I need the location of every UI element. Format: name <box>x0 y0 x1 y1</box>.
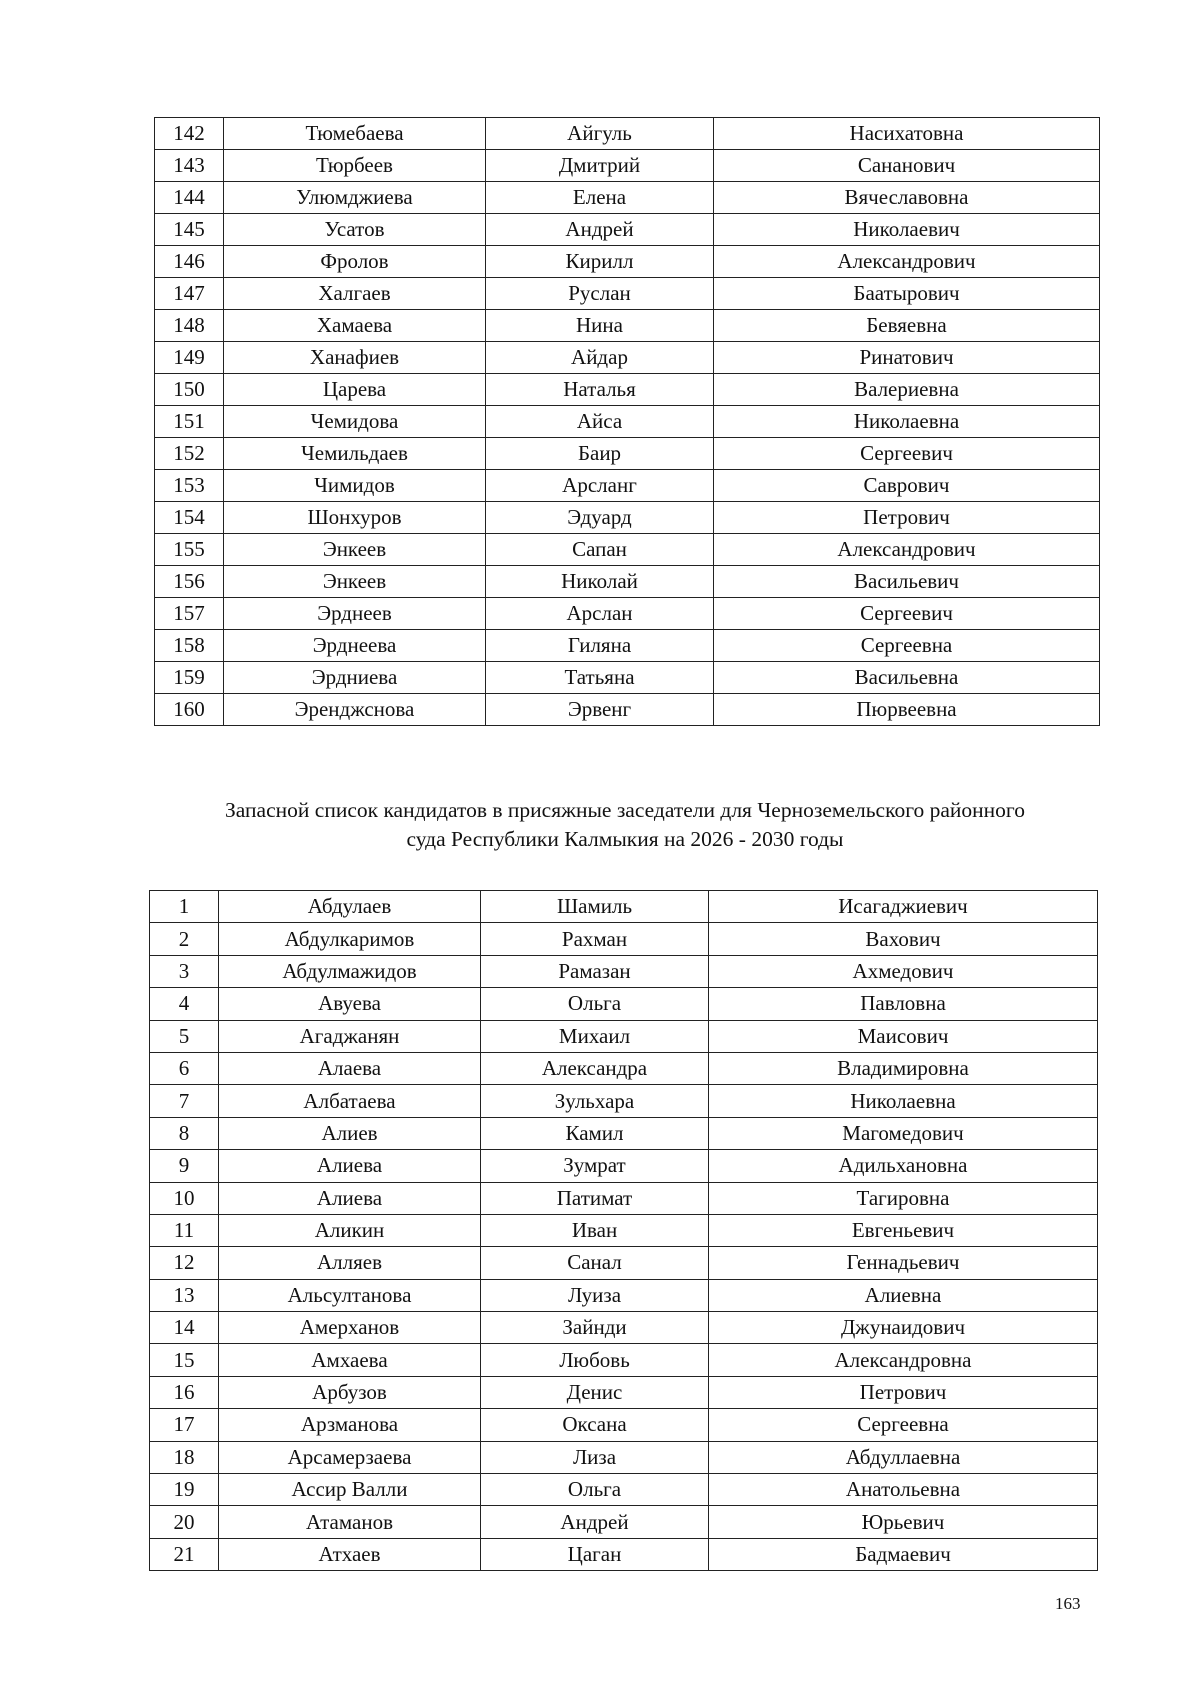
row-number-cell: 1 <box>150 891 219 923</box>
patronymic-cell: Сананович <box>714 150 1100 182</box>
table-row <box>150 1117 1098 1149</box>
last-name-cell: Алиева <box>219 1150 481 1182</box>
first-name-cell: Ольга <box>481 988 709 1020</box>
row-number-cell: 2 <box>150 923 219 955</box>
first-name-cell: Андрей <box>481 1506 709 1538</box>
row-number-cell: 10 <box>150 1182 219 1214</box>
table-row <box>150 1247 1098 1279</box>
row-number-cell: 18 <box>150 1441 219 1473</box>
patronymic-cell: Вахович <box>709 923 1098 955</box>
table-row <box>150 1441 1098 1473</box>
first-name-cell: Баир <box>486 438 714 470</box>
table-row <box>155 534 1100 566</box>
row-number-cell: 5 <box>150 1020 219 1052</box>
last-name-cell: Амхаева <box>219 1344 481 1376</box>
last-name-cell: Энкеев <box>224 566 486 598</box>
row-number-cell: 19 <box>150 1474 219 1506</box>
table-row <box>155 438 1100 470</box>
row-number-cell: 12 <box>150 1247 219 1279</box>
reserve-list-title-line1: Запасной список кандидатов в присяжные заседатели для Черноземельского районного <box>225 798 1025 822</box>
patronymic-cell: Баатырович <box>714 278 1100 310</box>
first-name-cell: Денис <box>481 1376 709 1408</box>
patronymic-cell: Александрович <box>714 246 1100 278</box>
reserve-candidates-table <box>149 890 1098 1571</box>
last-name-cell: Ассир Валли <box>219 1474 481 1506</box>
table-row <box>155 214 1100 246</box>
last-name-cell: Шонхуров <box>224 502 486 534</box>
patronymic-cell: Петрович <box>714 502 1100 534</box>
row-number-cell: 149 <box>155 342 224 374</box>
table-row <box>150 891 1098 923</box>
last-name-cell: Албатаева <box>219 1085 481 1117</box>
table-row <box>150 1376 1098 1408</box>
row-number-cell: 11 <box>150 1214 219 1246</box>
first-name-cell: Михаил <box>481 1020 709 1052</box>
first-name-cell: Александра <box>481 1052 709 1084</box>
row-number-cell: 13 <box>150 1279 219 1311</box>
row-number-cell: 8 <box>150 1117 219 1149</box>
patronymic-cell: Петрович <box>709 1376 1098 1408</box>
first-name-cell: Цаган <box>481 1538 709 1570</box>
row-number-cell: 7 <box>150 1085 219 1117</box>
patronymic-cell: Маисович <box>709 1020 1098 1052</box>
last-name-cell: Чемидова <box>224 406 486 438</box>
row-number-cell: 16 <box>150 1376 219 1408</box>
patronymic-cell: Юрьевич <box>709 1506 1098 1538</box>
first-name-cell: Любовь <box>481 1344 709 1376</box>
row-number-cell: 151 <box>155 406 224 438</box>
patronymic-cell: Геннадьевич <box>709 1247 1098 1279</box>
patronymic-cell: Николаевна <box>714 406 1100 438</box>
last-name-cell: Чимидов <box>224 470 486 502</box>
first-name-cell: Зайнди <box>481 1312 709 1344</box>
table-row <box>150 1020 1098 1052</box>
last-name-cell: Агаджанян <box>219 1020 481 1052</box>
patronymic-cell: Абдуллаевна <box>709 1441 1098 1473</box>
first-name-cell: Оксана <box>481 1409 709 1441</box>
table-row <box>155 662 1100 694</box>
row-number-cell: 148 <box>155 310 224 342</box>
patronymic-cell: Сергеевна <box>714 630 1100 662</box>
candidates-table-body <box>155 118 1100 726</box>
patronymic-cell: Адильхановна <box>709 1150 1098 1182</box>
first-name-cell: Рахман <box>481 923 709 955</box>
last-name-cell: Ханафиев <box>224 342 486 374</box>
table-row <box>150 1312 1098 1344</box>
patronymic-cell: Бадмаевич <box>709 1538 1098 1570</box>
first-name-cell: Санал <box>481 1247 709 1279</box>
first-name-cell: Эрвенг <box>486 694 714 726</box>
row-number-cell: 157 <box>155 598 224 630</box>
first-name-cell: Иван <box>481 1214 709 1246</box>
patronymic-cell: Васильевна <box>714 662 1100 694</box>
first-name-cell: Андрей <box>486 214 714 246</box>
row-number-cell: 145 <box>155 214 224 246</box>
patronymic-cell: Саврович <box>714 470 1100 502</box>
patronymic-cell: Валериевна <box>714 374 1100 406</box>
patronymic-cell: Магомедович <box>709 1117 1098 1149</box>
row-number-cell: 155 <box>155 534 224 566</box>
last-name-cell: Алиева <box>219 1182 481 1214</box>
table-row <box>155 566 1100 598</box>
patronymic-cell: Николаевна <box>709 1085 1098 1117</box>
last-name-cell: Улюмджиева <box>224 182 486 214</box>
first-name-cell: Луиза <box>481 1279 709 1311</box>
table-row <box>155 182 1100 214</box>
patronymic-cell: Джунаидович <box>709 1312 1098 1344</box>
row-number-cell: 147 <box>155 278 224 310</box>
table-row <box>150 1344 1098 1376</box>
last-name-cell: Абдулмажидов <box>219 955 481 987</box>
last-name-cell: Эренджснова <box>224 694 486 726</box>
row-number-cell: 158 <box>155 630 224 662</box>
row-number-cell: 144 <box>155 182 224 214</box>
first-name-cell: Ольга <box>481 1474 709 1506</box>
patronymic-cell: Евгеньевич <box>709 1214 1098 1246</box>
patronymic-cell: Вячеславовна <box>714 182 1100 214</box>
table-row <box>155 118 1100 150</box>
table-row <box>150 1214 1098 1246</box>
patronymic-cell: Владимировна <box>709 1052 1098 1084</box>
table-row <box>155 694 1100 726</box>
last-name-cell: Эрднеева <box>224 630 486 662</box>
table-row <box>155 246 1100 278</box>
row-number-cell: 20 <box>150 1506 219 1538</box>
first-name-cell: Айгуль <box>486 118 714 150</box>
row-number-cell: 21 <box>150 1538 219 1570</box>
row-number-cell: 150 <box>155 374 224 406</box>
patronymic-cell: Ахмедович <box>709 955 1098 987</box>
patronymic-cell: Исагаджиевич <box>709 891 1098 923</box>
table-row <box>155 502 1100 534</box>
row-number-cell: 14 <box>150 1312 219 1344</box>
last-name-cell: Усатов <box>224 214 486 246</box>
last-name-cell: Авуева <box>219 988 481 1020</box>
table-row <box>150 1279 1098 1311</box>
first-name-cell: Елена <box>486 182 714 214</box>
patronymic-cell: Сергеевна <box>709 1409 1098 1441</box>
first-name-cell: Арслан <box>486 598 714 630</box>
first-name-cell: Дмитрий <box>486 150 714 182</box>
last-name-cell: Абдулкаримов <box>219 923 481 955</box>
patronymic-cell: Павловна <box>709 988 1098 1020</box>
first-name-cell: Патимат <box>481 1182 709 1214</box>
last-name-cell: Тюмебаева <box>224 118 486 150</box>
last-name-cell: Хамаева <box>224 310 486 342</box>
row-number-cell: 152 <box>155 438 224 470</box>
row-number-cell: 3 <box>150 955 219 987</box>
table-row <box>150 1182 1098 1214</box>
first-name-cell: Рамазан <box>481 955 709 987</box>
row-number-cell: 6 <box>150 1052 219 1084</box>
row-number-cell: 153 <box>155 470 224 502</box>
first-name-cell: Лиза <box>481 1441 709 1473</box>
table-row <box>155 406 1100 438</box>
last-name-cell: Фролов <box>224 246 486 278</box>
reserve-list-title <box>150 796 1100 854</box>
table-row <box>150 1085 1098 1117</box>
patronymic-cell: Сергеевич <box>714 598 1100 630</box>
patronymic-cell: Сергеевич <box>714 438 1100 470</box>
last-name-cell: Халгаев <box>224 278 486 310</box>
row-number-cell: 142 <box>155 118 224 150</box>
patronymic-cell: Пюрвеевна <box>714 694 1100 726</box>
last-name-cell: Атаманов <box>219 1506 481 1538</box>
last-name-cell: Тюрбеев <box>224 150 486 182</box>
first-name-cell: Айдар <box>486 342 714 374</box>
reserve-candidates-table-body <box>150 891 1098 1571</box>
row-number-cell: 4 <box>150 988 219 1020</box>
patronymic-cell: Васильевич <box>714 566 1100 598</box>
first-name-cell: Нина <box>486 310 714 342</box>
table-row <box>150 1474 1098 1506</box>
last-name-cell: Эрдниева <box>224 662 486 694</box>
patronymic-cell: Насихатовна <box>714 118 1100 150</box>
table-row <box>155 374 1100 406</box>
last-name-cell: Аликин <box>219 1214 481 1246</box>
patronymic-cell: Александровна <box>709 1344 1098 1376</box>
first-name-cell: Зумрат <box>481 1150 709 1182</box>
first-name-cell: Шамиль <box>481 891 709 923</box>
table-row <box>150 1052 1098 1084</box>
last-name-cell: Царева <box>224 374 486 406</box>
first-name-cell: Руслан <box>486 278 714 310</box>
last-name-cell: Алаева <box>219 1052 481 1084</box>
patronymic-cell: Тагировна <box>709 1182 1098 1214</box>
last-name-cell: Альсултанова <box>219 1279 481 1311</box>
table-row <box>155 150 1100 182</box>
first-name-cell: Наталья <box>486 374 714 406</box>
first-name-cell: Арсланг <box>486 470 714 502</box>
first-name-cell: Николай <box>486 566 714 598</box>
reserve-list-title-line2: суда Республики Калмыкия на 2026 - 2030 годы <box>406 827 844 851</box>
last-name-cell: Атхаев <box>219 1538 481 1570</box>
row-number-cell: 17 <box>150 1409 219 1441</box>
table-row <box>150 923 1098 955</box>
row-number-cell: 156 <box>155 566 224 598</box>
table-row <box>150 988 1098 1020</box>
table-row <box>150 1150 1098 1182</box>
last-name-cell: Чемильдаев <box>224 438 486 470</box>
last-name-cell: Энкеев <box>224 534 486 566</box>
table-row <box>150 1538 1098 1570</box>
table-row <box>155 630 1100 662</box>
table-row <box>150 1506 1098 1538</box>
patronymic-cell: Анатольевна <box>709 1474 1098 1506</box>
first-name-cell: Айса <box>486 406 714 438</box>
table-row <box>155 310 1100 342</box>
row-number-cell: 15 <box>150 1344 219 1376</box>
first-name-cell: Эдуард <box>486 502 714 534</box>
last-name-cell: Амерханов <box>219 1312 481 1344</box>
last-name-cell: Эрднеев <box>224 598 486 630</box>
table-row <box>150 955 1098 987</box>
row-number-cell: 160 <box>155 694 224 726</box>
row-number-cell: 143 <box>155 150 224 182</box>
row-number-cell: 146 <box>155 246 224 278</box>
row-number-cell: 159 <box>155 662 224 694</box>
first-name-cell: Сапан <box>486 534 714 566</box>
first-name-cell: Татьяна <box>486 662 714 694</box>
patronymic-cell: Александрович <box>714 534 1100 566</box>
table-row <box>155 342 1100 374</box>
table-row <box>155 470 1100 502</box>
page-number: 163 <box>1055 1594 1081 1613</box>
last-name-cell: Алиев <box>219 1117 481 1149</box>
last-name-cell: Арзманова <box>219 1409 481 1441</box>
table-row <box>155 278 1100 310</box>
table-row <box>155 598 1100 630</box>
row-number-cell: 9 <box>150 1150 219 1182</box>
last-name-cell: Арбузов <box>219 1376 481 1408</box>
first-name-cell: Камил <box>481 1117 709 1149</box>
patronymic-cell: Николаевич <box>714 214 1100 246</box>
last-name-cell: Алляев <box>219 1247 481 1279</box>
first-name-cell: Гиляна <box>486 630 714 662</box>
last-name-cell: Абдулаев <box>219 891 481 923</box>
patronymic-cell: Алиевна <box>709 1279 1098 1311</box>
first-name-cell: Кирилл <box>486 246 714 278</box>
table-row <box>150 1409 1098 1441</box>
row-number-cell: 154 <box>155 502 224 534</box>
patronymic-cell: Ринатович <box>714 342 1100 374</box>
candidates-table <box>154 117 1100 726</box>
first-name-cell: Зульхара <box>481 1085 709 1117</box>
patronymic-cell: Бевяевна <box>714 310 1100 342</box>
last-name-cell: Арсамерзаева <box>219 1441 481 1473</box>
